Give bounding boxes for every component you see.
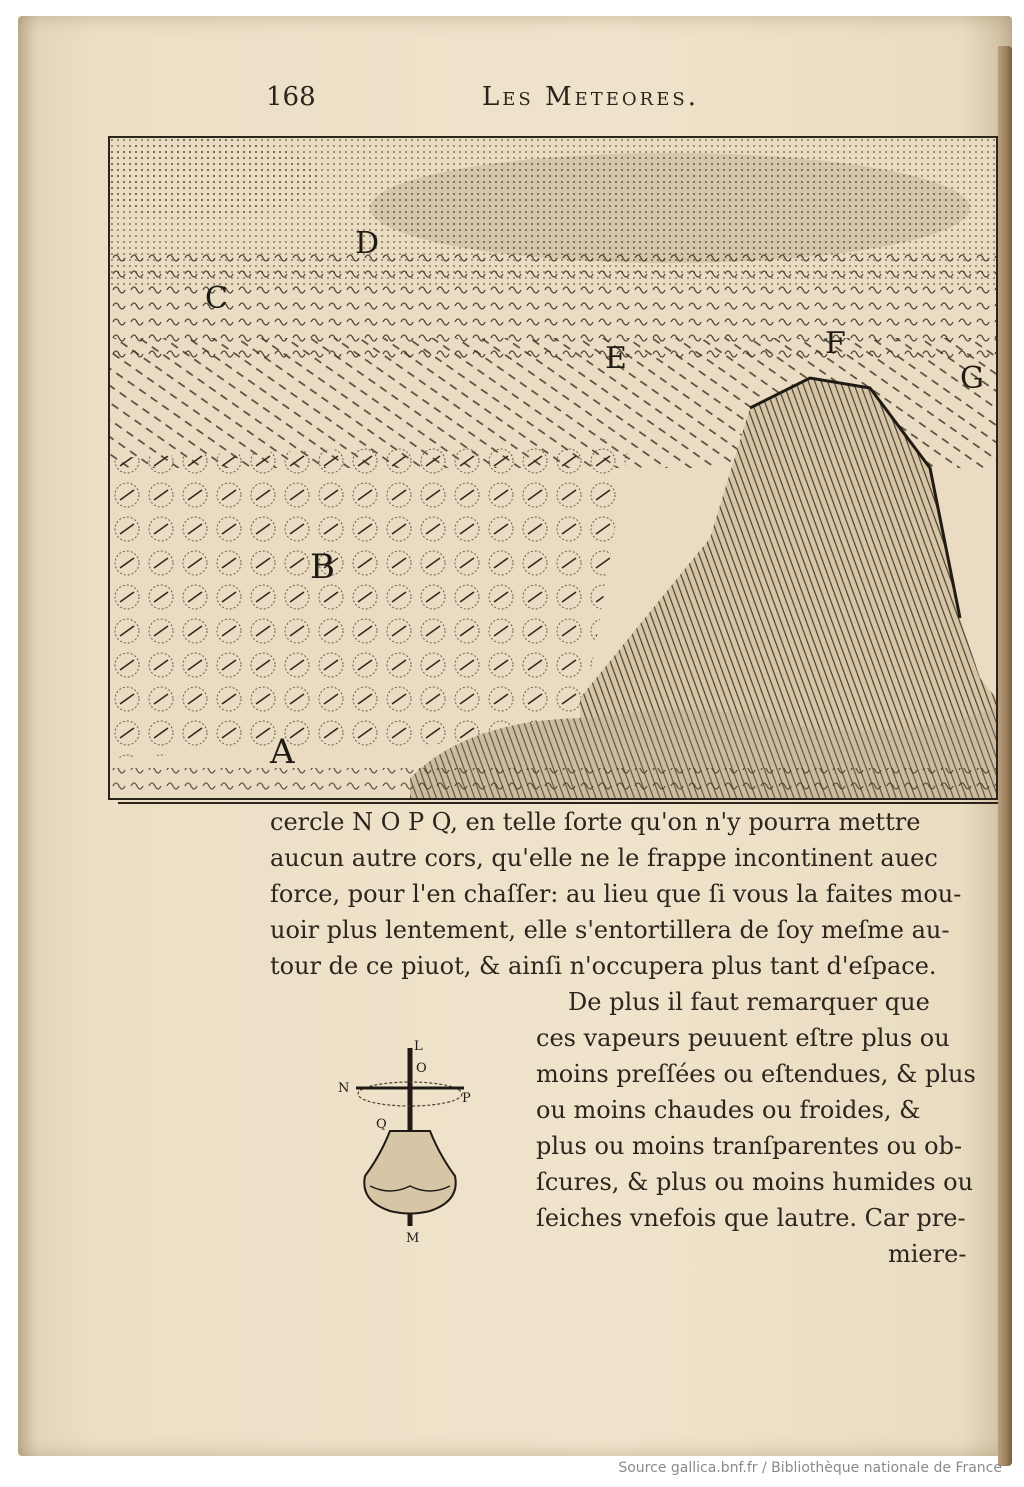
text-line: cercle N O P Q, en telle ſorte qu'on n'y pourra mettre bbox=[270, 808, 921, 836]
text-line: ſeiches vnefois que lautre. Car pre- bbox=[536, 1204, 966, 1232]
plate-label-b: B bbox=[310, 547, 335, 587]
text-line: tour de ce piuot, & ainſi n'occupera plus tant d'eſpace. bbox=[270, 952, 937, 980]
running-head bbox=[250, 80, 750, 120]
text-line: De plus il faut remarquer que bbox=[568, 988, 930, 1016]
text-line: force, pour l'en chaſſer: au lieu que ſi vous la faites mou- bbox=[270, 880, 962, 908]
figure-label-o: O bbox=[416, 1061, 427, 1076]
engraving-plate bbox=[108, 136, 998, 800]
text-line: moins preſſées ou eſtendues, & plus bbox=[536, 1060, 976, 1088]
figure-label-l: L bbox=[414, 1039, 423, 1054]
plate-label-f: F bbox=[825, 326, 846, 361]
plate-label-g: G bbox=[960, 361, 984, 396]
text-line: aucun autre cors, qu'elle ne le frappe incontinent auec bbox=[270, 844, 938, 872]
catchword: miere- bbox=[888, 1240, 967, 1268]
plate-label-e: E bbox=[605, 341, 627, 376]
figure-label-m: M bbox=[406, 1231, 420, 1246]
plate-label-a: A bbox=[270, 732, 295, 772]
text-line: ſcures, & plus ou moins humides ou bbox=[536, 1168, 974, 1196]
text-line: uoir plus lentement, elle s'entortillera de ſoy meſme au- bbox=[270, 916, 950, 944]
text-line: ou moins chaudes ou froides, & bbox=[536, 1096, 921, 1124]
figure-label-p: P bbox=[462, 1091, 471, 1106]
figure-label-q: Q bbox=[376, 1117, 387, 1132]
plate-label-c: C bbox=[205, 281, 228, 316]
page-edge bbox=[998, 46, 1012, 1466]
text-line: ces vapeurs peuuent eſtre plus ou bbox=[536, 1024, 950, 1052]
page-number: 168 bbox=[266, 82, 316, 112]
figure-label-n: N bbox=[338, 1081, 350, 1096]
spindle-illustration bbox=[330, 1036, 480, 1246]
source-attribution: Source gallica.bnf.fr / Bibliothèque nationale de France bbox=[618, 1460, 1002, 1476]
text-line: plus ou moins tranſparentes ou ob- bbox=[536, 1132, 963, 1160]
running-title: Les Meteores. bbox=[482, 82, 699, 112]
engraving-illustration bbox=[110, 138, 996, 798]
spindle-figure bbox=[330, 1036, 480, 1246]
plate-label-d: D bbox=[355, 226, 380, 261]
